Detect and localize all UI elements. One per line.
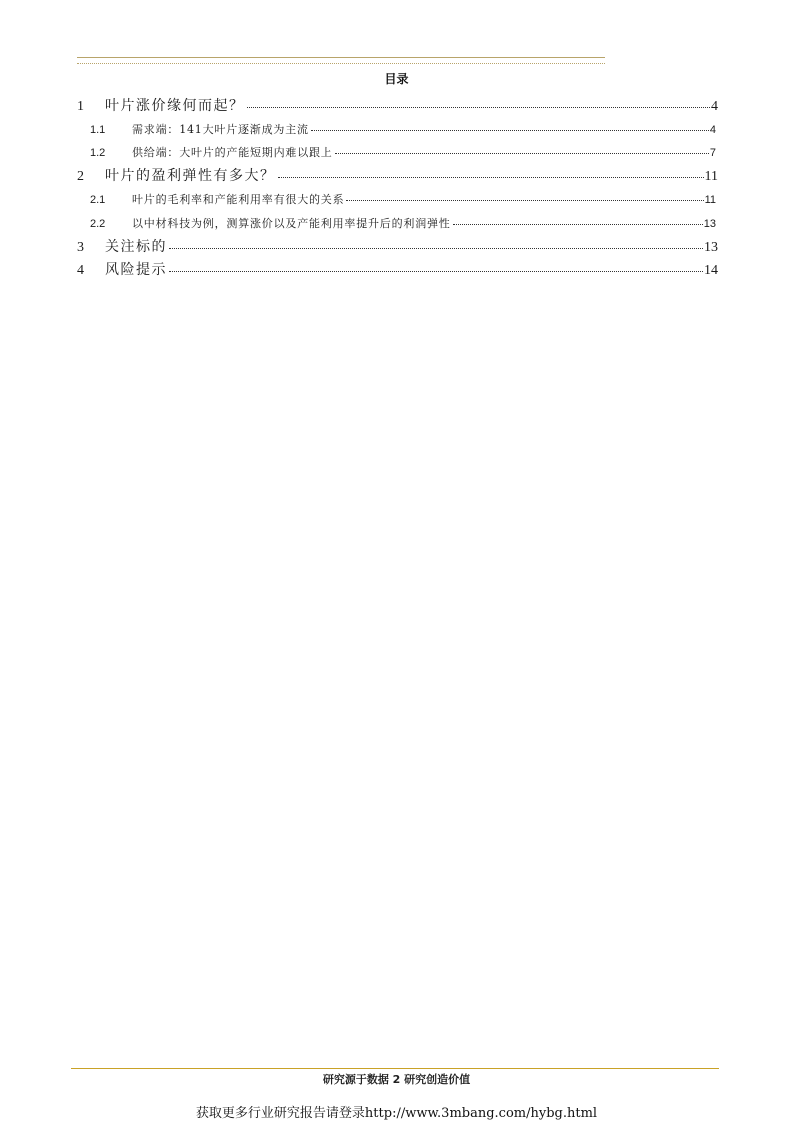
toc-entry-page: 4 [711,99,718,114]
toc-leader-dots [335,153,709,154]
toc-entry-2-1[interactable] [90,191,716,207]
header-rule [77,57,605,58]
toc-entry-title: 叶片的毛利率和产能利用率有很大的关系 [132,193,345,206]
toc-leader-dots [278,177,704,178]
toc-entry-page: 11 [704,169,718,184]
toc-entry-page: 11 [704,194,716,206]
toc-entry-title: 叶片的盈利弹性有多大？ [105,168,276,184]
toc-leader-dots [311,130,709,131]
toc-title: 目录 [384,72,409,86]
toc-entry-title: 风险提示 [105,262,167,278]
toc-entry-number: 4 [77,263,84,278]
header-rule-dotted [77,63,605,64]
toc-leader-dots [169,248,703,249]
toc-entry-number: 2.2 [90,218,106,230]
toc-entry-number: 2 [77,169,84,184]
toc-entry-1-1[interactable] [90,121,716,137]
toc-entry-number: 1.2 [90,147,106,159]
toc-leader-dots [247,107,711,108]
toc-entry-title: 供给端：大叶片的产能短期内难以跟上 [132,146,333,159]
toc-leader-dots [453,224,703,225]
toc-entry-page: 13 [704,240,718,255]
toc-entry-page: 7 [709,147,716,159]
toc-entry-page: 14 [704,263,718,278]
toc-entry-title: 关注标的 [105,239,167,255]
footer-rule [71,1068,719,1069]
toc-entry-3[interactable] [77,236,718,256]
toc-entry-number: 2.1 [90,194,106,206]
toc-entry-title: 叶片涨价缘何而起？ [105,98,245,114]
toc-leader-dots [169,271,703,272]
toc-entry-number: 1 [77,99,84,114]
toc-entry-number: 3 [77,240,84,255]
toc-entry-page: 13 [703,218,716,230]
toc-entry-4[interactable] [77,259,718,279]
toc-entry-1[interactable] [77,95,718,115]
toc-entry-1-2[interactable] [90,144,716,160]
toc-leader-dots [346,200,703,201]
toc-entry-2[interactable] [77,165,718,185]
bottom-promo-note: 获取更多行业研究报告请登录http://www.3mbang.com/hybg.html [195,1106,598,1121]
toc-entry-page: 4 [709,124,716,136]
toc-entry-title: 需求端：141大叶片逐渐成为主流 [132,123,309,136]
toc-entry-title: 以中材科技为例，测算涨价以及产能利用率提升后的利润弹性 [132,217,451,230]
footer-slogan: 研究源于数据 2 研究创造价值 [322,1073,471,1086]
toc-entry-2-2[interactable] [90,215,716,231]
toc-entry-number: 1.1 [90,124,106,136]
